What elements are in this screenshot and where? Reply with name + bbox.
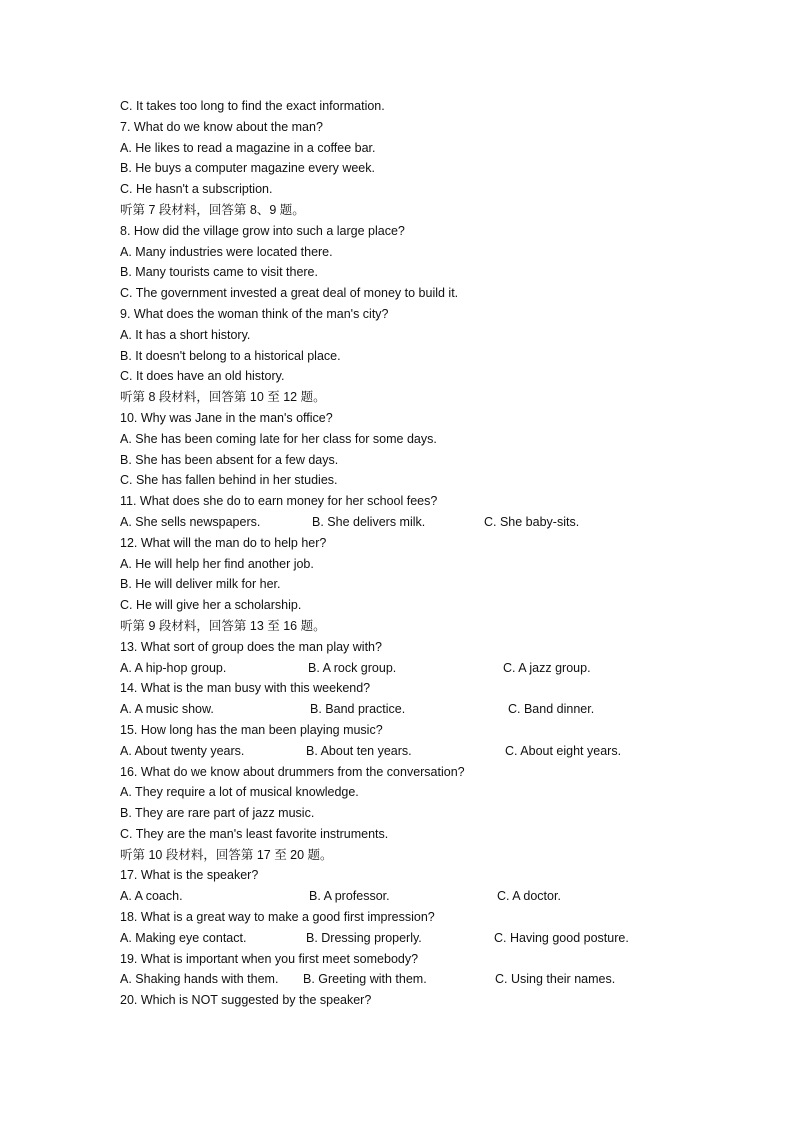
answer-option: C. It takes too long to find the exact information.	[120, 99, 385, 113]
answer-option: B. It doesn't belong to a historical place.	[120, 348, 341, 363]
section-instruction: 听第 7 段材料，回答第 8、9 题。	[120, 202, 305, 217]
answer-option: C. Band dinner.	[508, 702, 595, 717]
question-stem: 13. What sort of group does the man play with?	[120, 639, 382, 654]
answer-option: A. Making eye contact.	[120, 930, 247, 945]
answer-option: B. Greeting with them.	[303, 972, 427, 987]
answer-option: B. She has been absent for a few days.	[120, 452, 339, 467]
question-stem: 8. How did the village grow into such a large place?	[120, 223, 405, 238]
answer-option: A. A hip-hop group.	[120, 660, 227, 675]
question-stem: 15. How long has the man been playing music?	[120, 722, 383, 737]
question-stem: 20. Which is NOT suggested by the speaker?	[120, 993, 372, 1008]
section-instruction: 听第 9 段材料，回答第 13 至 16 题。	[120, 618, 326, 633]
answer-option: B. He buys a computer magazine every week.	[120, 161, 375, 176]
answer-option: C. About eight years.	[505, 743, 622, 758]
answer-option: B. A professor.	[309, 889, 390, 904]
options-row	[120, 658, 700, 679]
answer-option: C. They are the man's least favorite instruments.	[120, 826, 389, 841]
answer-option: B. He will deliver milk for her.	[120, 577, 281, 592]
section-instruction: 听第 8 段材料，回答第 10 至 12 题。	[120, 390, 326, 405]
answer-option: A. She sells newspapers.	[120, 514, 261, 529]
question-stem: 11. What does she do to earn money for her school fees?	[120, 494, 438, 509]
answer-option: A. A music show.	[120, 702, 214, 717]
options-row	[120, 969, 700, 990]
answer-option: A. It has a short history.	[120, 327, 251, 342]
answer-option: A. About twenty years.	[120, 743, 245, 758]
question-stem: 16. What do we know about drummers from the conversation?	[120, 764, 465, 779]
answer-option: C. She baby-sits.	[484, 514, 580, 529]
question-stem: 14. What is the man busy with this weekend?	[120, 681, 371, 696]
question-stem: 12. What will the man do to help her?	[120, 535, 327, 550]
answer-option: B. Band practice.	[310, 702, 406, 717]
answer-option: C. A jazz group.	[503, 660, 591, 675]
answer-option: C. He will give her a scholarship.	[120, 598, 302, 613]
answer-option: C. It does have an old history.	[120, 369, 285, 384]
section-instruction: 听第 10 段材料，回答第 17 至 20 题。	[120, 847, 333, 862]
question-stem: 18. What is a great way to make a good first impression?	[120, 910, 435, 925]
answer-option: A. They require a lot of musical knowledge.	[120, 785, 359, 800]
answer-option: C. A doctor.	[497, 889, 561, 904]
answer-option: B. A rock group.	[308, 660, 397, 675]
question-stem: 7. What do we know about the man?	[120, 119, 323, 134]
question-stem: 19. What is important when you first meet somebody?	[120, 951, 419, 966]
options-row	[120, 741, 700, 762]
answer-option: C. Using their names.	[495, 972, 616, 987]
answer-option: C. The government invested a great deal of money to build it.	[120, 286, 459, 301]
question-stem: 10. Why was Jane in the man's office?	[120, 410, 333, 425]
options-row	[120, 886, 700, 907]
answer-option: B. Many tourists came to visit there.	[120, 265, 318, 280]
question-stem: 17. What is the speaker?	[120, 868, 259, 883]
options-row	[120, 928, 700, 949]
answer-option: C. Having good posture.	[494, 930, 629, 945]
answer-option: A. He likes to read a magazine in a coffee bar.	[120, 140, 376, 155]
answer-option: B. She delivers milk.	[312, 514, 426, 529]
answer-option: A. He will help her find another job.	[120, 556, 314, 571]
answer-option: B. About ten years.	[306, 743, 412, 758]
answer-option: A. A coach.	[120, 889, 183, 904]
answer-option: B. Dressing properly.	[306, 930, 422, 945]
answer-option: C. She has fallen behind in her studies.	[120, 473, 338, 488]
answer-option: C. He hasn't a subscription.	[120, 182, 273, 197]
answer-option: A. Shaking hands with them.	[120, 972, 279, 987]
answer-option: B. They are rare part of jazz music.	[120, 806, 315, 821]
listening-questions	[120, 96, 700, 1011]
answer-option: A. Many industries were located there.	[120, 244, 333, 259]
options-row	[120, 699, 700, 720]
answer-option: A. She has been coming late for her class for some days.	[120, 431, 437, 446]
question-stem: 9. What does the woman think of the man's city?	[120, 306, 389, 321]
options-row	[120, 512, 700, 533]
